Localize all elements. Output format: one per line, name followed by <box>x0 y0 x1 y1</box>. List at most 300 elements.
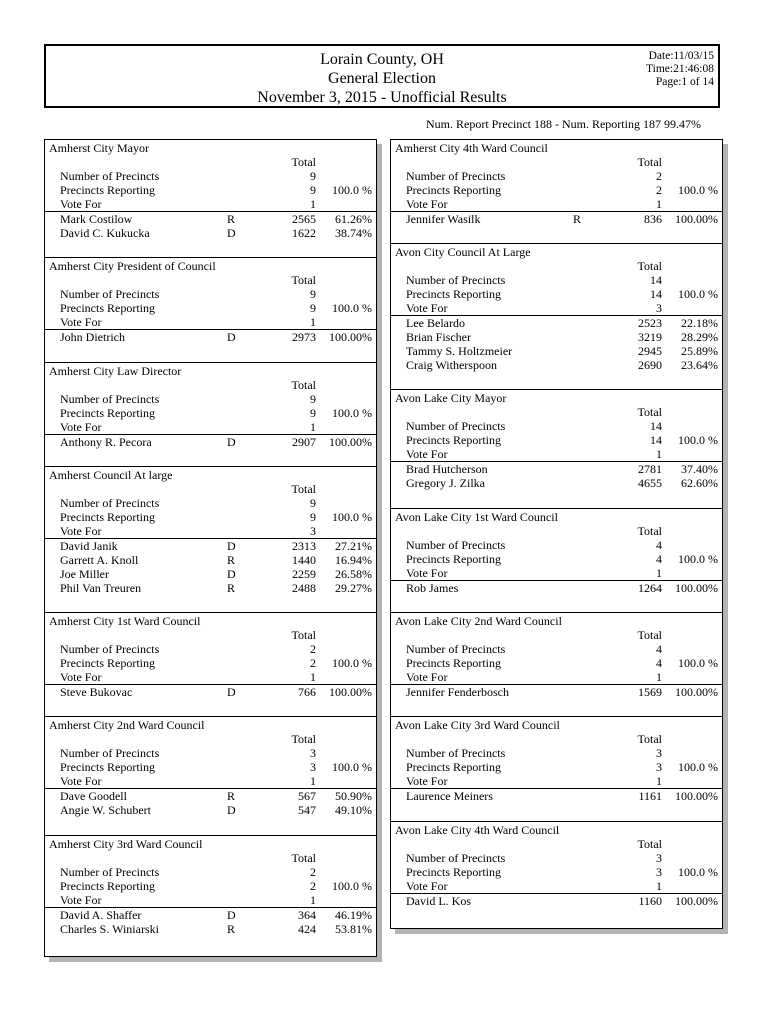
race-title: Amherst City 2nd Ward Council <box>49 718 205 732</box>
total-label: Total <box>637 837 662 851</box>
vote-for-row <box>45 670 376 685</box>
candidate-party: R <box>227 922 236 936</box>
candidate-votes: 567 <box>298 789 316 803</box>
precincts-row <box>391 273 722 287</box>
candidate-votes: 2313 <box>292 539 316 553</box>
precincts-row <box>45 496 376 510</box>
vote-for-row-value: 1 <box>310 315 316 329</box>
precincts-row-value: 9 <box>310 169 316 183</box>
precincts-row-label: Number of Precincts <box>60 496 160 510</box>
candidate-votes: 766 <box>298 685 316 699</box>
vote-for-row-value: 1 <box>656 879 662 893</box>
race-title: Amherst Council At large <box>49 468 173 482</box>
precincts-row-value: 9 <box>310 287 316 301</box>
candidate-name: John Dietrich <box>60 330 125 344</box>
vote-for-row <box>45 774 376 789</box>
candidate-name: Brian Fischer <box>406 330 471 344</box>
precincts-row-label: Number of Precincts <box>60 865 160 879</box>
vote-for-row-value: 1 <box>656 670 662 684</box>
vote-for-row <box>391 301 722 316</box>
candidate-name: Phil Van Treuren <box>60 581 142 595</box>
precincts-row-value: 3 <box>310 746 316 760</box>
race-box <box>44 835 377 957</box>
candidate-row <box>391 344 722 358</box>
reporting-row-label: Precincts Reporting <box>60 406 155 420</box>
candidate-row <box>45 803 376 817</box>
total-header-row <box>391 155 722 169</box>
total-header-row <box>391 628 722 642</box>
candidate-row <box>391 316 722 330</box>
reporting-row-percent: 100.0 % <box>678 865 718 879</box>
precincts-row-label: Number of Precincts <box>406 169 506 183</box>
reporting-row-value: 3 <box>310 760 316 774</box>
precincts-row-label: Number of Precincts <box>406 746 506 760</box>
race-title: Avon Lake City 1st Ward Council <box>395 510 558 524</box>
precincts-row <box>391 169 722 183</box>
vote-for-row-label: Vote For <box>406 879 448 893</box>
vote-for-row-value: 1 <box>310 420 316 434</box>
candidate-votes: 547 <box>298 803 316 817</box>
reporting-row-percent: 100.0 % <box>332 879 372 893</box>
total-header-row <box>391 732 722 746</box>
candidate-name: Anthony R. Pecora <box>60 435 152 449</box>
total-header-row <box>45 851 376 865</box>
precincts-row-value: 2 <box>310 865 316 879</box>
vote-for-row-value: 1 <box>310 197 316 211</box>
total-header-row <box>45 628 376 642</box>
candidate-name: Jennifer Fenderbosch <box>406 685 509 699</box>
report-date: Date:11/03/15 <box>648 50 714 62</box>
race-title: Amherst City 3rd Ward Council <box>49 837 203 851</box>
precincts-row <box>391 419 722 433</box>
candidate-row <box>391 581 722 595</box>
reporting-row-percent: 100.0 % <box>332 510 372 524</box>
reporting-row-label: Precincts Reporting <box>406 865 501 879</box>
reporting-row-label: Precincts Reporting <box>406 183 501 197</box>
total-label: Total <box>291 851 316 865</box>
total-header-row <box>45 732 376 746</box>
candidate-row <box>45 212 376 226</box>
candidate-votes: 2488 <box>292 581 316 595</box>
candidate-row <box>45 789 376 803</box>
candidate-percent: 27.21% <box>335 539 372 553</box>
candidate-name: Mark Costilow <box>60 212 133 226</box>
candidate-percent: 100.00% <box>329 435 372 449</box>
candidate-name: David Janik <box>60 539 118 553</box>
candidate-percent: 100.00% <box>675 685 718 699</box>
reporting-row-label: Precincts Reporting <box>406 760 501 774</box>
candidate-percent: 50.90% <box>335 789 372 803</box>
reporting-row-percent: 100.0 % <box>332 406 372 420</box>
candidate-percent: 100.00% <box>675 212 718 226</box>
precincts-row-value: 14 <box>650 273 662 287</box>
race-box <box>44 716 377 838</box>
reporting-row <box>391 287 722 301</box>
race-title: Avon Lake City 4th Ward Council <box>395 823 560 837</box>
candidate-row <box>45 330 376 344</box>
race-title: Amherst City Law Director <box>49 364 182 378</box>
candidate-votes: 2973 <box>292 330 316 344</box>
reporting-summary: Num. Report Precinct 188 - Num. Reporting 187 99.47% <box>426 117 701 131</box>
race-box <box>390 389 723 511</box>
reporting-row <box>391 552 722 566</box>
race-box <box>390 716 723 824</box>
total-label: Total <box>291 378 316 392</box>
total-label: Total <box>291 628 316 642</box>
total-label: Total <box>637 732 662 746</box>
candidate-row <box>391 476 722 490</box>
candidate-percent: 100.00% <box>675 789 718 803</box>
precincts-row <box>45 865 376 879</box>
candidate-name: Gregory J. Zilka <box>406 476 485 490</box>
reporting-row-value: 4 <box>656 552 662 566</box>
candidate-votes: 1440 <box>292 553 316 567</box>
reporting-row <box>45 301 376 315</box>
race-title: Amherst City President of Council <box>49 259 216 273</box>
candidate-party: D <box>227 539 236 553</box>
race-box <box>44 612 377 720</box>
precincts-row-label: Number of Precincts <box>60 169 160 183</box>
vote-for-row-label: Vote For <box>60 315 102 329</box>
candidate-percent: 62.60% <box>681 476 718 490</box>
vote-for-row <box>391 774 722 789</box>
reporting-row-label: Precincts Reporting <box>60 510 155 524</box>
reporting-row-percent: 100.0 % <box>332 760 372 774</box>
precincts-row <box>45 169 376 183</box>
race-title: Avon Lake City Mayor <box>395 391 507 405</box>
report-title <box>46 50 718 107</box>
precincts-row-label: Number of Precincts <box>60 746 160 760</box>
precincts-row-value: 9 <box>310 392 316 406</box>
reporting-row-percent: 100.0 % <box>332 656 372 670</box>
candidate-name: Lee Belardo <box>406 316 465 330</box>
precincts-row <box>45 746 376 760</box>
reporting-row-percent: 100.0 % <box>678 760 718 774</box>
candidate-votes: 836 <box>644 212 662 226</box>
candidate-name: Steve Bukovac <box>60 685 133 699</box>
candidate-votes: 2523 <box>638 316 662 330</box>
reporting-row-percent: 100.0 % <box>678 656 718 670</box>
race-box <box>390 821 723 929</box>
race-box <box>44 466 377 616</box>
page-number: Page:1 of 14 <box>655 76 714 88</box>
vote-for-row <box>45 420 376 435</box>
vote-for-row-label: Vote For <box>406 447 448 461</box>
candidate-row <box>391 685 722 699</box>
precincts-row-label: Number of Precincts <box>406 851 506 865</box>
report-time: Time:21:46:08 <box>646 63 714 75</box>
candidate-row <box>45 908 376 922</box>
vote-for-row <box>45 315 376 330</box>
race-title: Avon Lake City 3rd Ward Council <box>395 718 560 732</box>
candidate-party: D <box>227 567 236 581</box>
vote-for-row <box>391 566 722 581</box>
report-meta <box>646 50 714 89</box>
candidate-votes: 424 <box>298 922 316 936</box>
vote-for-row-value: 1 <box>656 197 662 211</box>
reporting-row <box>391 433 722 447</box>
candidate-votes: 1264 <box>638 581 662 595</box>
reporting-row <box>45 183 376 197</box>
reporting-row <box>391 183 722 197</box>
candidate-row <box>391 330 722 344</box>
candidate-percent: 28.29% <box>681 330 718 344</box>
candidate-row <box>391 212 722 226</box>
candidate-name: Garrett A. Knoll <box>60 553 139 567</box>
candidate-name: David A. Shaffer <box>60 908 142 922</box>
candidate-votes: 1160 <box>638 894 662 908</box>
reporting-row <box>45 510 376 524</box>
precincts-row-label: Number of Precincts <box>406 642 506 656</box>
candidate-percent: 100.00% <box>329 685 372 699</box>
precincts-row-value: 9 <box>310 496 316 510</box>
precincts-row-value: 2 <box>310 642 316 656</box>
vote-for-row-label: Vote For <box>406 566 448 580</box>
candidate-name: Brad Hutcherson <box>406 462 488 476</box>
candidate-party: D <box>227 435 236 449</box>
candidate-percent: 53.81% <box>335 922 372 936</box>
candidate-votes: 4655 <box>638 476 662 490</box>
total-label: Total <box>291 732 316 746</box>
total-header-row <box>391 524 722 538</box>
candidate-row <box>45 581 376 595</box>
total-label: Total <box>291 273 316 287</box>
total-header-row <box>391 837 722 851</box>
precincts-row-label: Number of Precincts <box>406 538 506 552</box>
total-label: Total <box>637 155 662 169</box>
vote-for-row-label: Vote For <box>60 774 102 788</box>
candidate-party: D <box>227 908 236 922</box>
candidate-votes: 2690 <box>638 358 662 372</box>
precincts-row-value: 4 <box>656 538 662 552</box>
candidate-name: Rob James <box>406 581 459 595</box>
candidate-name: Laurence Meiners <box>406 789 493 803</box>
candidate-name: Craig Witherspoon <box>406 358 497 372</box>
candidate-percent: 29.27% <box>335 581 372 595</box>
candidate-percent: 100.00% <box>329 330 372 344</box>
reporting-row-value: 9 <box>310 510 316 524</box>
total-header-row <box>391 259 722 273</box>
candidate-votes: 3219 <box>638 330 662 344</box>
total-label: Total <box>637 259 662 273</box>
race-box <box>390 612 723 720</box>
candidate-row <box>45 567 376 581</box>
candidate-party: R <box>227 553 236 567</box>
reporting-row-value: 9 <box>310 183 316 197</box>
reporting-row-value: 2 <box>310 656 316 670</box>
vote-for-row-value: 1 <box>656 566 662 580</box>
candidate-votes: 1622 <box>292 226 316 240</box>
vote-for-row-value: 1 <box>310 893 316 907</box>
reporting-row-label: Precincts Reporting <box>60 879 155 893</box>
race-title: Amherst City 4th Ward Council <box>395 141 548 155</box>
report-header <box>44 44 720 108</box>
reporting-row-percent: 100.0 % <box>678 183 718 197</box>
reporting-row-value: 4 <box>656 656 662 670</box>
reporting-row <box>391 865 722 879</box>
precincts-row-label: Number of Precincts <box>60 642 160 656</box>
reporting-row-value: 2 <box>310 879 316 893</box>
candidate-votes: 2781 <box>638 462 662 476</box>
reporting-row-value: 14 <box>650 287 662 301</box>
candidate-row <box>391 462 722 476</box>
reporting-row <box>391 760 722 774</box>
reporting-row-percent: 100.0 % <box>332 183 372 197</box>
vote-for-row-label: Vote For <box>60 420 102 434</box>
precincts-row-label: Number of Precincts <box>406 419 506 433</box>
precincts-row <box>391 538 722 552</box>
reporting-row-percent: 100.0 % <box>678 433 718 447</box>
candidate-name: Joe Miller <box>60 567 109 581</box>
race-title: Avon Lake City 2nd Ward Council <box>395 614 562 628</box>
total-header-row <box>45 155 376 169</box>
total-header-row <box>45 378 376 392</box>
precincts-row-value: 3 <box>656 851 662 865</box>
precincts-row <box>391 746 722 760</box>
precincts-row-value: 3 <box>656 746 662 760</box>
race-title: Avon City Council At Large <box>395 245 531 259</box>
vote-for-row <box>391 197 722 212</box>
reporting-row <box>45 760 376 774</box>
vote-for-row-value: 1 <box>656 774 662 788</box>
candidate-votes: 2259 <box>292 567 316 581</box>
total-header-row <box>45 482 376 496</box>
candidate-name: Dave Goodell <box>60 789 127 803</box>
reporting-row-label: Precincts Reporting <box>406 656 501 670</box>
vote-for-row-value: 3 <box>656 301 662 315</box>
results-title: November 3, 2015 - Unofficial Results <box>257 89 507 106</box>
precincts-row <box>391 851 722 865</box>
precincts-row <box>45 642 376 656</box>
vote-for-row <box>391 447 722 462</box>
total-label: Total <box>637 524 662 538</box>
candidate-percent: 49.10% <box>335 803 372 817</box>
precincts-row <box>391 642 722 656</box>
reporting-row-value: 14 <box>650 433 662 447</box>
vote-for-row-label: Vote For <box>60 670 102 684</box>
total-header-row <box>45 273 376 287</box>
reporting-row <box>45 656 376 670</box>
vote-for-row <box>45 524 376 539</box>
race-box <box>44 257 377 365</box>
candidate-votes: 2907 <box>292 435 316 449</box>
candidate-percent: 100.00% <box>675 894 718 908</box>
reporting-row-label: Precincts Reporting <box>60 183 155 197</box>
candidate-percent: 46.19% <box>335 908 372 922</box>
candidate-row <box>45 922 376 936</box>
candidate-percent: 37.40% <box>681 462 718 476</box>
vote-for-row <box>45 893 376 908</box>
race-title: Amherst City Mayor <box>49 141 149 155</box>
precincts-row-value: 2 <box>656 169 662 183</box>
total-label: Total <box>291 155 316 169</box>
precincts-row <box>45 287 376 301</box>
reporting-row-percent: 100.0 % <box>678 287 718 301</box>
candidate-row <box>391 358 722 372</box>
candidate-row <box>391 789 722 803</box>
candidate-party: R <box>227 789 236 803</box>
vote-for-row-value: 1 <box>310 670 316 684</box>
vote-for-row-label: Vote For <box>406 301 448 315</box>
race-box <box>390 139 723 247</box>
total-label: Total <box>291 482 316 496</box>
candidate-name: David C. Kukucka <box>60 226 150 240</box>
candidate-votes: 1161 <box>638 789 662 803</box>
total-label: Total <box>637 405 662 419</box>
reporting-row-percent: 100.0 % <box>332 301 372 315</box>
vote-for-row <box>45 197 376 212</box>
race-box <box>390 508 723 616</box>
candidate-name: David L. Kos <box>406 894 471 908</box>
candidate-votes: 2565 <box>292 212 316 226</box>
candidate-party: D <box>227 330 236 344</box>
candidate-percent: 61.26% <box>335 212 372 226</box>
candidate-name: Jennifer Wasilk <box>406 212 481 226</box>
candidate-name: Tammy S. Holtzmeier <box>406 344 513 358</box>
reporting-row <box>45 406 376 420</box>
reporting-row-label: Precincts Reporting <box>60 760 155 774</box>
candidate-votes: 1569 <box>638 685 662 699</box>
vote-for-row-label: Vote For <box>406 197 448 211</box>
reporting-row-percent: 100.0 % <box>678 552 718 566</box>
candidate-name: Angie W. Schubert <box>60 803 151 817</box>
candidate-party: D <box>227 226 236 240</box>
vote-for-row <box>391 670 722 685</box>
race-box <box>44 362 377 470</box>
election-title: General Election <box>328 70 436 87</box>
vote-for-row-label: Vote For <box>406 670 448 684</box>
precincts-row-label: Number of Precincts <box>60 287 160 301</box>
candidate-party: R <box>227 212 236 226</box>
reporting-row-value: 9 <box>310 406 316 420</box>
candidate-percent: 23.64% <box>681 358 718 372</box>
candidate-percent: 22.18% <box>681 316 718 330</box>
reporting-row-label: Precincts Reporting <box>406 433 501 447</box>
candidate-percent: 26.58% <box>335 567 372 581</box>
candidate-row <box>45 226 376 240</box>
candidate-row <box>45 435 376 449</box>
candidate-party: R <box>227 581 236 595</box>
county-title: Lorain County, OH <box>320 51 444 68</box>
vote-for-row-value: 3 <box>310 524 316 538</box>
precincts-row-value: 14 <box>650 419 662 433</box>
precincts-row-label: Number of Precincts <box>406 273 506 287</box>
candidate-row <box>45 685 376 699</box>
vote-for-row-label: Vote For <box>406 774 448 788</box>
vote-for-row-label: Vote For <box>60 197 102 211</box>
reporting-row-value: 2 <box>656 183 662 197</box>
vote-for-row-value: 1 <box>310 774 316 788</box>
total-header-row <box>391 405 722 419</box>
candidate-percent: 25.89% <box>681 344 718 358</box>
candidate-percent: 38.74% <box>335 226 372 240</box>
reporting-row <box>45 879 376 893</box>
candidate-party: D <box>227 685 236 699</box>
candidate-row <box>45 539 376 553</box>
reporting-row-value: 9 <box>310 301 316 315</box>
candidate-row <box>45 553 376 567</box>
candidate-party: R <box>573 212 582 226</box>
candidate-percent: 100.00% <box>675 581 718 595</box>
race-box <box>44 139 377 261</box>
reporting-row-label: Precincts Reporting <box>60 656 155 670</box>
candidate-votes: 2945 <box>638 344 662 358</box>
precincts-row-value: 4 <box>656 642 662 656</box>
race-title: Amherst City 1st Ward Council <box>49 614 201 628</box>
vote-for-row-label: Vote For <box>60 893 102 907</box>
reporting-row-label: Precincts Reporting <box>406 552 501 566</box>
precincts-row <box>45 392 376 406</box>
